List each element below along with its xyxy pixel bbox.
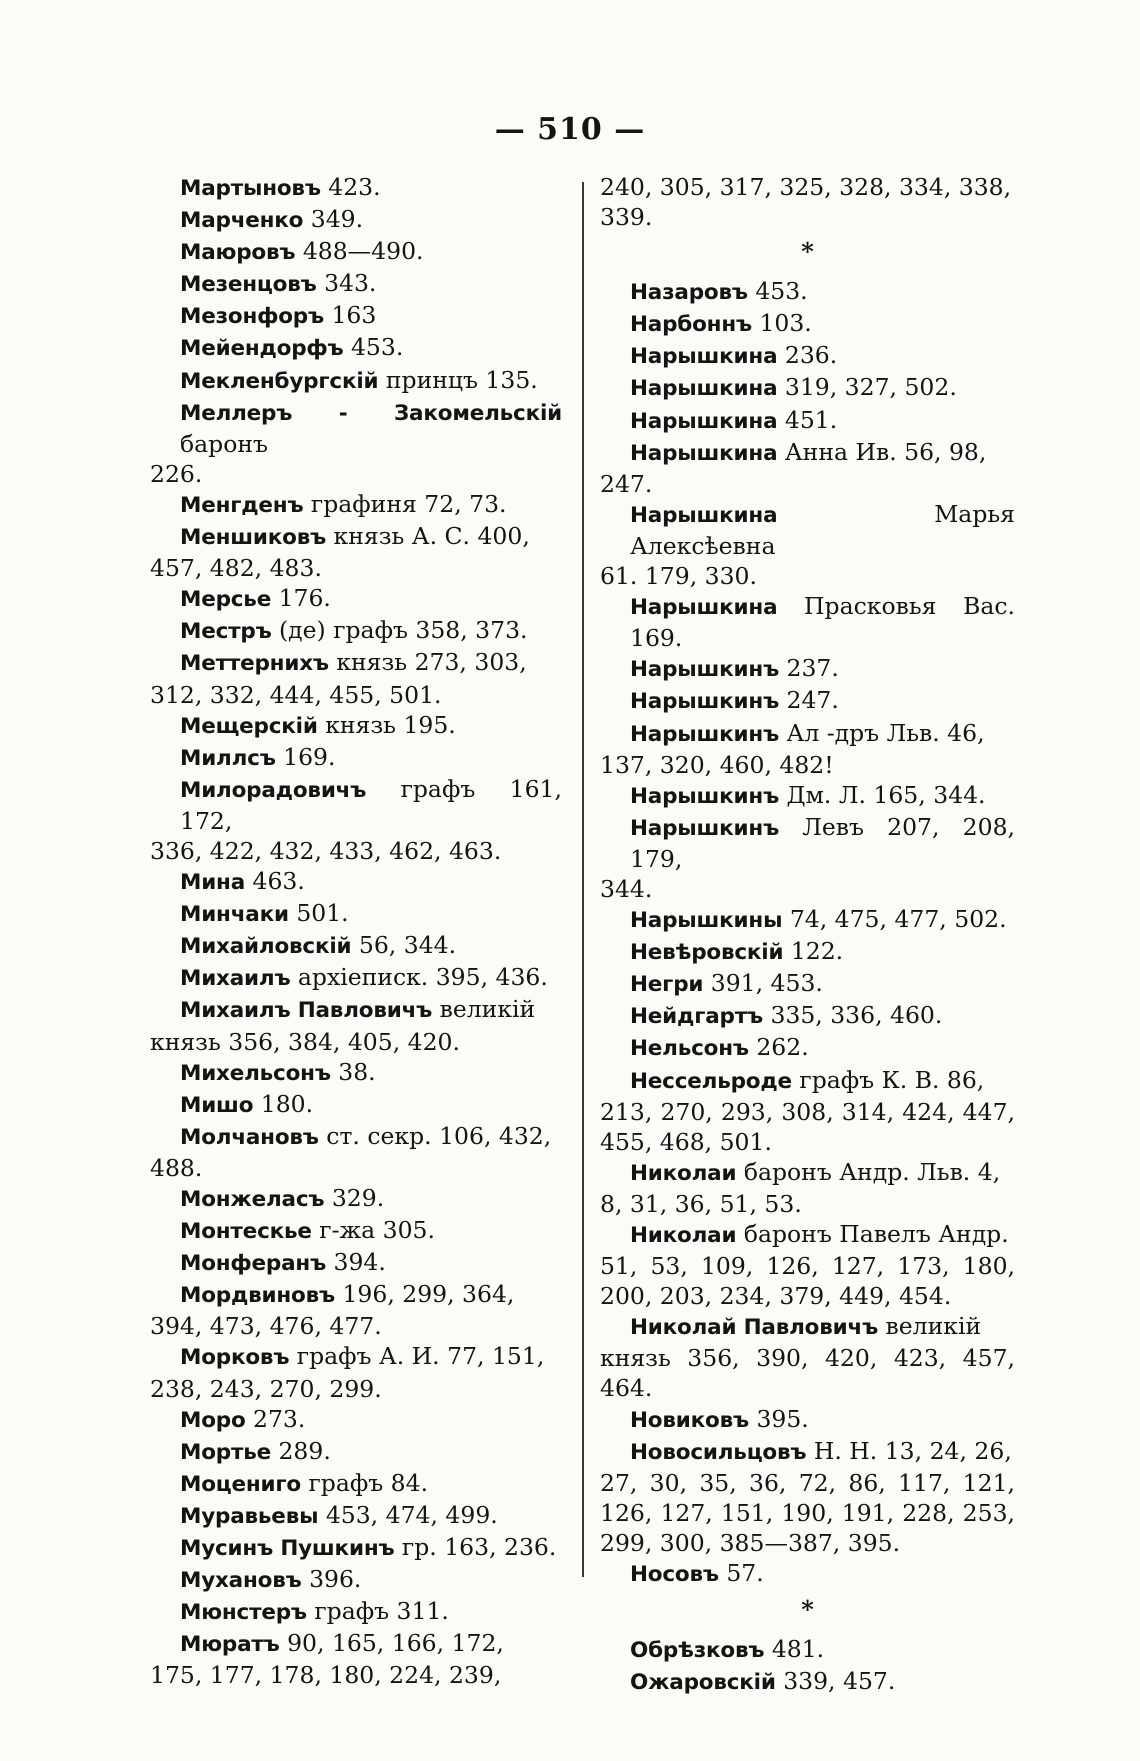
entry-line: [150, 1341, 562, 1373]
entry-refs: Марья Алексѣевна: [630, 499, 1015, 560]
index-entry: [600, 1219, 1015, 1311]
entry-refs: 236.: [784, 341, 838, 370]
entry-refs: графъ 311.: [314, 1597, 449, 1626]
entry-refs: Ал -дръ Льв. 46,: [786, 718, 985, 747]
entry-line: [150, 962, 562, 994]
index-entry: [600, 437, 1015, 499]
entry-line: [150, 1057, 562, 1089]
entry-name: Николаи: [630, 1223, 737, 1248]
index-entry: [600, 1634, 1015, 1666]
entry-line: [150, 268, 562, 300]
entry-name: Мещерскій: [180, 713, 318, 739]
entry-line: [150, 332, 562, 364]
entry-line: [150, 1404, 562, 1436]
entry-continuation: 344.: [600, 874, 653, 903]
entry-line: [150, 1564, 562, 1596]
entry-line: [150, 204, 562, 236]
entry-name: Мезонфоръ: [180, 304, 324, 330]
entry-name: Нельсонъ: [630, 1036, 749, 1062]
entry-refs: 74, 475, 477, 502.: [789, 905, 1007, 934]
entry-name: Моцениго: [180, 1471, 302, 1497]
index-entry: [150, 1215, 562, 1247]
entry-name: Михельсонъ: [180, 1060, 331, 1086]
index-entry: [150, 1279, 562, 1341]
entry-line: [150, 615, 562, 647]
entry-continuation: 175, 177, 178, 180, 224, 239,: [150, 1661, 502, 1690]
index-entry: [150, 1628, 562, 1690]
index-entry: [150, 365, 562, 397]
entry-line: [150, 710, 562, 742]
continuation-text: 240, 305, 317, 325, 328, 334, 338, 339.: [600, 173, 1012, 232]
entry-continuation: 61. 179, 330.: [600, 562, 757, 591]
entry-line: [150, 583, 562, 615]
entry-line: [150, 930, 562, 962]
entry-line: [150, 1628, 562, 1660]
entry-continuation: 312, 332, 444, 455, 501.: [150, 680, 442, 709]
entry-refs: 453.: [755, 277, 808, 306]
entry-refs: 90, 165, 166, 172,: [287, 1629, 504, 1658]
index-column-right: [600, 172, 1015, 1698]
entry-line: [150, 1532, 562, 1564]
entry-line: [150, 1121, 562, 1153]
entry-refs: 451.: [784, 405, 838, 434]
entry-refs: баронъ Павелъ Андр.: [743, 1220, 1009, 1248]
entry-line: [600, 372, 1015, 404]
entry-name: Носовъ: [630, 1562, 719, 1588]
index-entry: [600, 685, 1015, 717]
entry-name: Мартыновъ: [180, 176, 321, 201]
section-separator: *: [801, 1595, 814, 1625]
entry-line: [600, 1404, 1015, 1436]
entry-refs: 481.: [771, 1635, 825, 1664]
entry-line: [600, 812, 1015, 874]
index-entry: [600, 1000, 1015, 1032]
entry-refs: 196, 299, 364,: [342, 1280, 515, 1309]
index-entry: [150, 1089, 562, 1121]
entry-refs: 396.: [309, 1565, 362, 1594]
index-entry: [150, 1057, 562, 1089]
entry-refs: графъ 161, 172,: [180, 774, 562, 835]
entry-name: Монжеласъ: [180, 1187, 325, 1212]
entry-refs: 273.: [253, 1404, 306, 1433]
entry-continuation: 238, 243, 270, 299.: [150, 1374, 382, 1403]
entry-name: Нарышкина: [630, 344, 778, 370]
entry-continuation: князь 356, 390, 420, 423, 457, 464.: [600, 1344, 1015, 1403]
entry-line: [150, 898, 562, 930]
index-entry: [150, 521, 562, 583]
index-entry: [150, 774, 562, 866]
entry-line: [150, 1215, 562, 1247]
entry-refs: графъ К. В. 86,: [799, 1065, 985, 1094]
entry-line: [150, 1089, 562, 1121]
entry-line: [600, 591, 1015, 653]
entry-line: [150, 489, 562, 521]
entry-name: Нарышкинъ: [630, 783, 780, 809]
index-entry: [150, 332, 562, 364]
entry-line: [600, 405, 1015, 437]
entry-name: Минчаки: [180, 902, 289, 928]
entry-name: Мекленбургскій: [180, 368, 379, 394]
entry-refs: 343.: [324, 269, 377, 298]
entry-name: Мюнстеръ: [180, 1600, 307, 1626]
entry-continuation: 457, 482, 483.: [150, 554, 322, 583]
index-entry: [150, 489, 562, 521]
entry-name: Николаи: [630, 1160, 737, 1186]
entry-name: Мюратъ: [180, 1632, 280, 1658]
entry-line: [600, 1219, 1015, 1251]
entry-line: [600, 1065, 1015, 1097]
index-entry: [150, 268, 562, 300]
entry-name: Мейендорфъ: [180, 336, 344, 362]
entry-line: [600, 718, 1015, 750]
entry-name: Меллеръ - Закомельскій: [180, 400, 562, 426]
entry-refs: 38.: [338, 1057, 376, 1086]
index-entry: [600, 968, 1015, 1000]
entry-name: Николай Павловичъ: [630, 1315, 879, 1341]
index-entry: [600, 1157, 1015, 1219]
entry-line: [150, 1500, 562, 1532]
entry-line: [600, 437, 1015, 469]
entry-continuation: 226.: [150, 459, 203, 488]
index-entry: [150, 204, 562, 236]
entry-line: [150, 365, 562, 397]
entry-line: [600, 1157, 1015, 1189]
entry-refs: (де) графъ 358, 373.: [279, 616, 528, 645]
index-entry: [600, 1404, 1015, 1436]
entry-refs: 501.: [296, 899, 349, 928]
entry-refs: Прасковья Вас. 169.: [630, 592, 1015, 653]
entry-refs: 262.: [756, 1033, 809, 1062]
entry-refs: князь 273, 303,: [336, 648, 527, 677]
entry-refs: князь А. С. 400,: [333, 522, 530, 551]
index-entry: [150, 866, 562, 898]
entry-refs: графъ А. И. 77, 151,: [296, 1342, 545, 1371]
entry-refs: 329.: [331, 1184, 385, 1212]
entry-line: [150, 866, 562, 898]
index-entry: [150, 1436, 562, 1468]
entry-name: Ожаровскій: [630, 1670, 776, 1696]
entry-line: [600, 1032, 1015, 1064]
entry-refs: принцъ 135.: [385, 365, 538, 394]
entry-refs: Анна Ив. 56, 98,: [784, 437, 987, 466]
index-entry: [600, 1065, 1015, 1157]
entry-line: [600, 276, 1015, 308]
entry-name: Мишо: [180, 1092, 254, 1118]
entry-continuation: 336, 422, 432, 433, 462, 463.: [150, 836, 502, 865]
index-entry: [150, 1404, 562, 1436]
entry-refs: 237.: [786, 654, 839, 683]
index-entry: [150, 710, 562, 742]
entry-refs: 163: [331, 301, 377, 330]
entry-name: Нарбоннъ: [630, 312, 752, 338]
entry-line: [600, 685, 1015, 717]
index-entry: [150, 1468, 562, 1500]
entry-refs: 395.: [756, 1404, 809, 1433]
entry-continuation: 8, 31, 36, 51, 53.: [600, 1189, 802, 1218]
entry-line: [600, 653, 1015, 685]
entry-line: [600, 499, 1015, 561]
index-entry: [600, 1311, 1015, 1403]
entry-line: [600, 1311, 1015, 1343]
right-bottom-group: [600, 1634, 1015, 1698]
entry-line: [150, 172, 562, 204]
entry-line: [150, 647, 562, 679]
entry-refs: великій: [439, 995, 536, 1024]
entry-line: [150, 397, 562, 459]
entry-refs: Дм. Л. 165, 344.: [786, 780, 986, 809]
entry-line: [150, 1279, 562, 1311]
index-entry: [150, 930, 562, 962]
entry-name: Миллсъ: [180, 745, 276, 771]
index-entry: [600, 1558, 1015, 1590]
entry-continuation: 394, 473, 476, 477.: [150, 1312, 382, 1341]
entry-refs: г-жа 305.: [319, 1216, 435, 1245]
entry-name: Негри: [630, 972, 704, 998]
entry-refs: 122.: [790, 937, 844, 966]
entry-line: [600, 1558, 1015, 1590]
entry-name: Муравьевы: [180, 1503, 319, 1529]
entry-name: Нарышкинъ: [630, 721, 780, 747]
index-entry: [600, 780, 1015, 812]
index-entry: [150, 742, 562, 774]
index-entry: [600, 372, 1015, 404]
entry-name: Михаилъ Павловичъ: [180, 998, 433, 1024]
entry-refs: ст. секр. 106, 432,: [326, 1121, 552, 1150]
entry-refs: графъ 84.: [308, 1468, 429, 1497]
index-entry: [600, 308, 1015, 340]
entry-continuation: 27, 30, 35, 36, 72, 86, 117, 121, 126, 127, 151, 190, 191, 228, 253, 299, 300, 385—387, 395.: [600, 1468, 1015, 1557]
entry-name: Меншиковъ: [180, 525, 327, 551]
entry-refs: 453, 474, 499.: [325, 1500, 498, 1529]
index-entry: [150, 172, 562, 204]
entry-line: [600, 780, 1015, 812]
index-entry: [600, 276, 1015, 308]
entry-refs: князь 195.: [325, 710, 456, 739]
page-number: — 510 —: [494, 112, 646, 147]
entry-name: Мусинъ Пушкинъ: [180, 1536, 395, 1562]
entry-name: Михайловскій: [180, 934, 352, 960]
entry-line: [600, 340, 1015, 372]
entry-name: Марченко: [180, 208, 304, 234]
entry-name: Нарышкинъ: [630, 689, 780, 715]
entry-refs: 103.: [759, 309, 812, 338]
entry-continuation: 488.: [150, 1153, 203, 1182]
entry-name: Новосильцовъ: [630, 1439, 807, 1465]
entry-name: Менгденъ: [180, 492, 304, 518]
entry-refs: 247.: [786, 686, 839, 715]
entry-refs: архіеписк. 395, 436.: [297, 963, 548, 992]
entry-line: [150, 742, 562, 774]
entry-name: Новиковъ: [630, 1407, 749, 1433]
entry-name: Нарышкина: [630, 376, 778, 402]
index-entry: [600, 405, 1015, 437]
index-entry: [150, 397, 562, 489]
entry-name: Невѣровскій: [630, 940, 784, 966]
index-entry: [150, 583, 562, 615]
entry-name: Мина: [180, 870, 246, 896]
entry-line: [150, 1247, 562, 1279]
entry-name: Морковъ: [180, 1345, 290, 1371]
index-entry: [600, 591, 1015, 653]
entry-name: Нарышкинъ: [630, 815, 780, 841]
entry-refs: 180.: [260, 1089, 314, 1118]
entry-line: [150, 1183, 562, 1215]
entry-line: [600, 1634, 1015, 1666]
index-entry: [600, 812, 1015, 904]
index-entry: [600, 340, 1015, 372]
entry-name: Нессельроде: [630, 1068, 792, 1094]
entry-name: Нарышкина: [630, 595, 778, 621]
section-separator: *: [801, 237, 814, 267]
index-entry: [150, 1183, 562, 1215]
index-entry: [150, 647, 562, 709]
entry-line: [150, 1596, 562, 1628]
entry-name: Мезенцовъ: [180, 272, 317, 298]
entry-refs: 176.: [278, 584, 331, 613]
entry-name: Монферанъ: [180, 1251, 327, 1277]
entry-name: Мухановъ: [180, 1568, 302, 1594]
entry-continuation: 51, 53, 109, 126, 127, 173, 180, 200, 203, 234, 379, 449, 454.: [600, 1252, 1015, 1311]
index-column-left: [150, 172, 562, 1691]
entry-refs: графиня 72, 73.: [310, 489, 507, 518]
entry-refs: 394.: [333, 1248, 386, 1277]
column-divider: [582, 182, 584, 1577]
entry-name: Молчановъ: [180, 1124, 319, 1150]
index-entry: [150, 1596, 562, 1628]
index-entry: [150, 1121, 562, 1183]
entry-name: Маюровъ: [180, 240, 296, 266]
entry-name: Нарышкины: [630, 908, 783, 934]
entry-refs: 57.: [726, 1559, 764, 1588]
entry-line: [150, 236, 562, 268]
entry-name: Назаровъ: [630, 280, 748, 306]
entry-refs: 339, 457.: [783, 1667, 896, 1696]
entry-line: [600, 1666, 1015, 1698]
entry-line: [150, 994, 562, 1026]
entry-refs: 453.: [350, 333, 404, 362]
entry-refs: 391, 453.: [710, 969, 823, 998]
entry-refs: 56, 344.: [358, 931, 457, 960]
right-entries-group: [600, 276, 1015, 1590]
entry-name: Нарышкинъ: [630, 657, 780, 683]
entry-name: Мордвиновъ: [180, 1283, 335, 1309]
index-entry: [150, 1564, 562, 1596]
entry-line: [150, 300, 562, 332]
entry-refs: 488—490.: [302, 237, 424, 266]
entry-line: [150, 1436, 562, 1468]
index-entry: [150, 994, 562, 1056]
entry-line: [600, 904, 1015, 936]
entry-continuation: 213, 270, 293, 308, 314, 424, 447, 455, 468, 501.: [600, 1097, 1015, 1156]
index-entry: [150, 898, 562, 930]
entry-refs: Н. Н. 13, 24, 26,: [813, 1436, 1012, 1465]
entry-continuation: 137, 320, 460, 482!: [600, 750, 834, 779]
entry-name: Местръ: [180, 619, 272, 645]
index-entry: [150, 1500, 562, 1532]
entry-line: [600, 936, 1015, 968]
entry-name: Нейдгартъ: [630, 1004, 763, 1030]
entry-line: [600, 1000, 1015, 1032]
index-entry: [150, 1532, 562, 1564]
index-entry: [150, 1341, 562, 1403]
entry-name: Нарышкина: [630, 408, 778, 434]
entry-name: Михаилъ: [180, 966, 291, 992]
entry-refs: 423.: [328, 173, 381, 201]
entry-name: Монтескье: [180, 1219, 312, 1245]
entry-line: [600, 1436, 1015, 1468]
entry-name: Моро: [180, 1407, 246, 1433]
entry-line: [150, 1468, 562, 1500]
index-entry: [150, 962, 562, 994]
index-entry: [600, 718, 1015, 780]
entry-continuation: князь 356, 384, 405, 420.: [150, 1027, 460, 1056]
index-entry: [150, 236, 562, 268]
entry-refs: баронъ: [180, 429, 268, 458]
index-entry: [600, 1666, 1015, 1698]
entry-refs: 169.: [283, 742, 336, 771]
index-entry: [600, 936, 1015, 968]
entry-name: Нарышкина: [630, 440, 778, 466]
entry-refs: гр. 163, 236.: [401, 1533, 557, 1562]
entry-line: [150, 521, 562, 553]
entry-name: Нарышкина: [630, 502, 778, 528]
index-entry: [600, 653, 1015, 685]
index-entry: [150, 1247, 562, 1279]
entry-refs: 319, 327, 502.: [784, 373, 957, 402]
entry-name: Милорадовичъ: [180, 777, 367, 803]
entry-refs: баронъ Андр. Льв. 4,: [743, 1157, 1001, 1186]
entry-line: [600, 968, 1015, 1000]
entry-continuation: 247.: [600, 469, 653, 498]
entry-refs: великій: [885, 1312, 982, 1341]
entry-name: Мортье: [180, 1439, 271, 1465]
entry-line: [600, 308, 1015, 340]
entry-name: Меттернихъ: [180, 651, 329, 677]
entry-refs: 289.: [278, 1436, 331, 1465]
entry-refs: 335, 336, 460.: [770, 1001, 943, 1030]
index-entry: [600, 904, 1015, 936]
index-entry: [600, 1032, 1015, 1064]
entry-name: Обрѣзковъ: [630, 1638, 765, 1664]
index-entry: [150, 615, 562, 647]
entry-refs: Левъ 207, 208, 179,: [630, 812, 1015, 873]
entry-refs: 349.: [310, 205, 364, 234]
entry-refs: 463.: [252, 867, 305, 896]
index-entry: [600, 499, 1015, 591]
entry-name: Мерсье: [180, 587, 272, 613]
index-entry: [150, 300, 562, 332]
entry-line: [150, 774, 562, 836]
index-entry: [600, 1436, 1015, 1558]
